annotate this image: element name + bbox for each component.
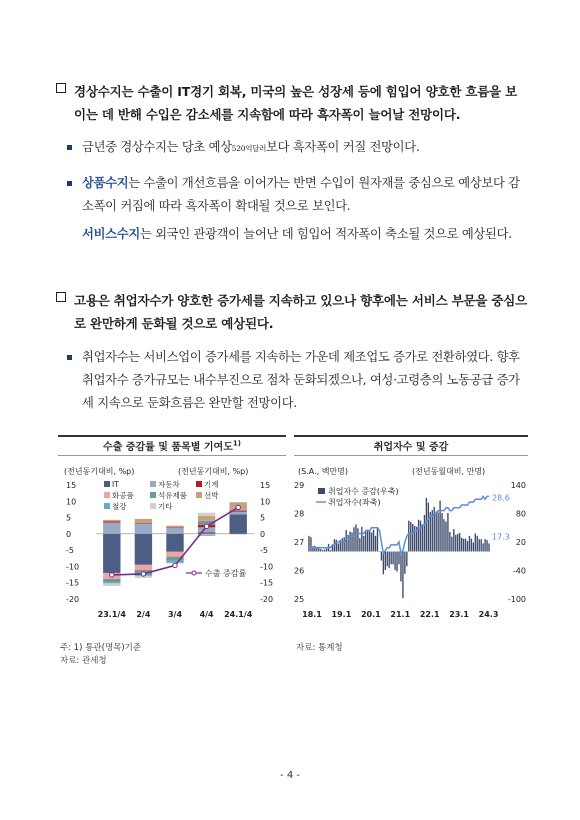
square-bullet-icon [56,83,66,93]
stacked-bar-segment [103,583,120,586]
employment-change-bar [314,546,315,552]
employment-change-bar [414,526,415,552]
employment-change-bar [463,539,464,552]
bullet-item-employment [68,346,528,415]
employment-change-bar [324,550,325,552]
employment-change-bar [467,541,468,551]
employment-change-bar [453,529,454,551]
y-tick-label-right: 80 [515,509,526,519]
employment-change-bar [389,552,390,569]
employment-change-bar [349,532,350,552]
bullet-item-goods-balance [68,172,528,218]
employment-change-bar [412,524,413,552]
employment-change-bar [387,552,388,567]
employment-change-bar [439,501,440,552]
item-text: 보다 흑자폭이 커질 전망이다. [266,140,420,154]
y-tick-label-right: 10 [260,497,271,507]
stacked-bar-segment [166,561,183,563]
legend-label: 철강 [112,502,127,511]
stacked-bar-segment [166,552,183,557]
chart-panel-exports [58,435,286,640]
employment-change-bar [477,536,478,552]
square-bullet-icon [56,292,66,302]
panel-title-rule [294,455,528,456]
legend-label: 석유제품 [158,491,187,500]
chart-source: 자료: 통계청 [296,643,343,653]
employment-change-bar [402,552,403,599]
legend-swatch [196,492,202,498]
legend-label: 선박 [204,491,219,500]
panel-top-rule [294,435,528,437]
item-text: 는 외국인 관광객이 늘어난 데 힘입어 적자폭이 축소될 것으로 예상된다. [139,227,512,241]
legend-swatch [150,481,156,487]
employment-change-bar [320,549,321,551]
employment-change-bar [455,535,456,552]
x-tick-label: 24.1/4 [224,610,253,619]
y-tick-label-right: -15 [260,578,274,588]
right-axis-unit: (전년동월대비, 만명) [412,467,486,476]
legend-swatch [196,481,202,487]
page-number: - 4 - [280,770,300,781]
employment-change-bar [406,552,407,567]
bullet-icon [67,355,72,360]
employment-change-bar [437,513,438,552]
exports-chart [58,459,286,639]
stacked-bar-segment [198,513,215,516]
stacked-bar-segment [230,502,247,503]
item-subscript: 520억달러 [231,144,267,153]
legend-swatch [150,503,156,509]
bullet-item-services-balance [68,223,528,246]
employment-change-bar [426,498,427,552]
employment-change-bar [398,552,399,565]
y-tick-label-left: 27 [294,538,305,547]
employment-change-bar [408,521,409,552]
y-tick-label-left: -20 [66,595,80,604]
employment-change-bar [394,552,395,571]
panel-top-rule [58,435,286,437]
employment-change-bar [461,538,462,552]
y-tick-label-left: 26 [294,566,305,576]
employment-change-bar [475,533,476,551]
employment-change-bar [400,552,401,582]
employment-change-bar [359,538,360,551]
employment-change-bar [457,534,458,552]
legend-label: 취업자수 증감(우축) [328,487,399,496]
employment-change-bar [369,530,370,551]
chart-title-text: 수출 증감률 및 품목별 기여도 [103,442,233,453]
employment-change-bar [484,539,485,551]
employment-change-bar [367,530,368,552]
employment-change-bar [316,548,317,551]
legend-swatch [104,503,110,509]
employment-change-bar [449,532,450,551]
employment-change-bar [353,527,354,551]
chart-title [294,438,528,453]
item-highlight: 서비스수지 [82,227,140,241]
chart-title-footnote-mark: 1) [232,439,241,448]
stacked-bar-segment [103,520,120,522]
x-tick-label: 23.1 [449,610,469,619]
employment-change-bar [410,522,411,551]
x-tick-label: 18.1 [302,610,322,619]
bullet-icon [67,181,72,186]
y-tick-label-right: 20 [515,538,526,547]
y-tick-label-right: -40 [512,566,526,576]
stacked-bar-segment [135,523,152,524]
legend-label: 기계 [204,480,219,489]
y-tick-label-left: -15 [66,578,80,588]
employment-change-bar [344,537,345,551]
employment-change-bar [390,552,391,565]
item-text: 는 수출이 개선흐름을 이어가는 반면 수입이 원자재를 중심으로 예상보다 감소폭이 커짐에 따라 흑자폭이 확대될 것으로 보인다. [82,176,520,213]
y-tick-label-right: -20 [260,595,274,604]
employment-change-bar [404,552,405,574]
employment-change-bar [469,536,470,552]
right-axis-unit: (전년동기대비, %p) [178,467,249,476]
employment-change-bar [342,538,343,551]
stacked-bar-segment [135,565,152,570]
employment-change-bar [310,537,311,551]
employment-change-bar [428,503,429,552]
item-highlight: 상품수지 [82,176,129,190]
x-tick-label: 22.1 [419,610,440,619]
stacked-bar-segment [103,521,120,522]
employment-change-bar [422,525,423,551]
bullet-icon [67,145,72,150]
legend-swatch [150,492,156,498]
bullet-item-current-account [68,136,528,160]
y-tick-label-left: 28 [294,509,305,519]
employment-change-bar [488,543,489,551]
employment-chart [294,459,528,639]
employment-change-bar [396,552,397,572]
y-tick-label-left: 25 [294,595,305,604]
employment-change-bar [441,513,442,551]
employment-change-bar [326,549,327,552]
employment-change-bar [375,536,376,552]
left-axis-unit: (전년동기대비, %p) [64,467,135,476]
employment-change-bar [355,524,356,551]
legend-swatch [104,492,110,498]
employment-change-bar [361,527,362,552]
chart-title-text: 취업자수 및 증감 [373,442,449,453]
legend-label: IT [112,480,119,489]
employment-change-bar [451,537,452,552]
line-marker [204,524,208,528]
stacked-bar-segment [230,534,247,535]
stacked-bar-segment [103,579,120,582]
bar-end-label: 17.3 [492,532,510,542]
stacked-bar-segment [135,519,152,523]
legend-label: 기타 [158,502,173,511]
stacked-bar-segment [135,523,152,533]
employment-change-bar [381,552,382,561]
legend-label: 수출 증감률 [205,569,247,578]
line-marker [141,572,145,576]
x-tick-label: 21.1 [390,610,411,619]
chart-footnote: 주: 1) 통관(명목)기준 [60,643,142,653]
y-tick-label-right: 5 [260,513,266,523]
line-marker [236,505,240,509]
chart-panel-employment [294,435,528,640]
employment-change-bar [435,512,436,552]
employment-change-bar [447,513,448,551]
employment-change-bar [351,533,352,552]
x-tick-label: 4/4 [199,610,214,619]
line-marker [173,563,177,567]
employment-change-bar [308,536,309,552]
employment-change-bar [385,552,386,571]
x-tick-label: 2/4 [136,610,151,619]
stacked-bar-segment [103,522,120,533]
x-tick-label: 20.1 [360,610,381,619]
y-tick-label-right: 15 [260,481,271,490]
stacked-bar-segment [166,526,183,528]
employment-change-bar [357,528,358,551]
employment-change-bar [330,550,331,551]
legend-label: 화공품 [112,491,134,500]
employment-change-bar [443,519,444,551]
employment-change-bar [481,539,482,551]
y-tick-label-right: -10 [260,562,274,572]
chart-source: 자료: 관세청 [60,656,107,666]
y-tick-label-left: 5 [66,513,72,523]
x-tick-label: 24.3 [478,610,499,619]
legend-label: 자동차 [158,480,180,489]
x-tick-label: 19.1 [331,610,352,619]
employment-change-bar [363,536,364,552]
legend-swatch [104,481,110,487]
employment-change-bar [373,530,374,552]
y-tick-label-left: 15 [66,481,77,490]
stacked-bar-segment [230,514,247,534]
section-heading-employment [58,289,528,335]
y-tick-label-right: -5 [260,546,268,556]
y-tick-label-left: -5 [66,546,74,556]
employment-change-bar [465,539,466,552]
line-marker [110,573,114,577]
stacked-bar-segment [198,516,215,521]
employment-change-bar [322,550,323,551]
x-tick-label: 23.1/4 [97,610,126,619]
chart-title [58,438,286,453]
left-axis-unit: (S.A., 백만명) [298,467,349,476]
stacked-bar-segment [166,527,183,534]
section-heading-text: 경상수지는 수출이 IT경기 회복, 미국의 높은 성장세 등에 힘입어 양호한 흐름을 보이는 데 반해 수입은 감소세를 지속함에 따라 흑자폭이 늘어날 전망이다. [74,84,517,122]
employment-change-bar [479,539,480,551]
item-text: 금년중 경상수지는 당초 예상 [82,140,232,154]
employment-change-bar [445,522,446,552]
stacked-bar-segment [166,534,183,552]
line-end-label: 28.6 [492,493,510,503]
employment-change-bar [365,532,366,552]
stacked-bar-segment [103,534,120,573]
employment-change-bar [371,533,372,552]
stacked-bar-segment [135,534,152,565]
y-tick-label-right: 0 [260,529,266,539]
panel-title-rule [58,455,286,456]
legend-line-marker [192,571,196,575]
section-heading-text: 고용은 취업자수가 양호한 증가세를 지속하고 있으나 향후에는 서비스 부문을 중심으로 완만하게 둔화될 것으로 예상된다. [74,293,527,331]
y-tick-label-right: 140 [510,481,526,490]
y-tick-label-left: 0 [66,529,72,539]
employment-change-bar [418,520,419,552]
employment-change-bar [473,542,474,551]
y-tick-label-left: -10 [66,562,80,572]
employment-change-bar [420,521,421,552]
legend-label: 취업자수(좌축) [328,498,381,507]
employment-change-bar [338,543,339,551]
item-text: 취업자수는 서비스업이 증가세를 지속하는 가운데 제조업도 증가로 전환하였다. 향후 취업자수 증가규모는 내수부진으로 점차 둔화되겠으나, 여성·고령층의 노동공급 증가세 지속으로 둔화흐름은 완만할 전망이다. [82,350,520,410]
employment-change-bar [424,515,425,552]
section-heading-current-account [58,80,528,126]
y-tick-label-right: -100 [507,595,526,604]
legend-swatch [318,488,325,494]
y-tick-label-left: 10 [66,497,77,507]
employment-change-bar [459,533,460,552]
employment-change-bar [486,540,487,551]
employment-change-bar [392,552,393,565]
employment-change-bar [377,528,378,551]
stacked-bar-segment [103,582,120,583]
employment-change-bar [482,543,483,551]
stacked-bar-segment [230,512,247,515]
x-tick-label: 3/4 [167,610,183,619]
stacked-bar-segment [166,527,183,528]
employment-change-bar [471,539,472,552]
y-tick-label-left: 29 [294,481,305,490]
